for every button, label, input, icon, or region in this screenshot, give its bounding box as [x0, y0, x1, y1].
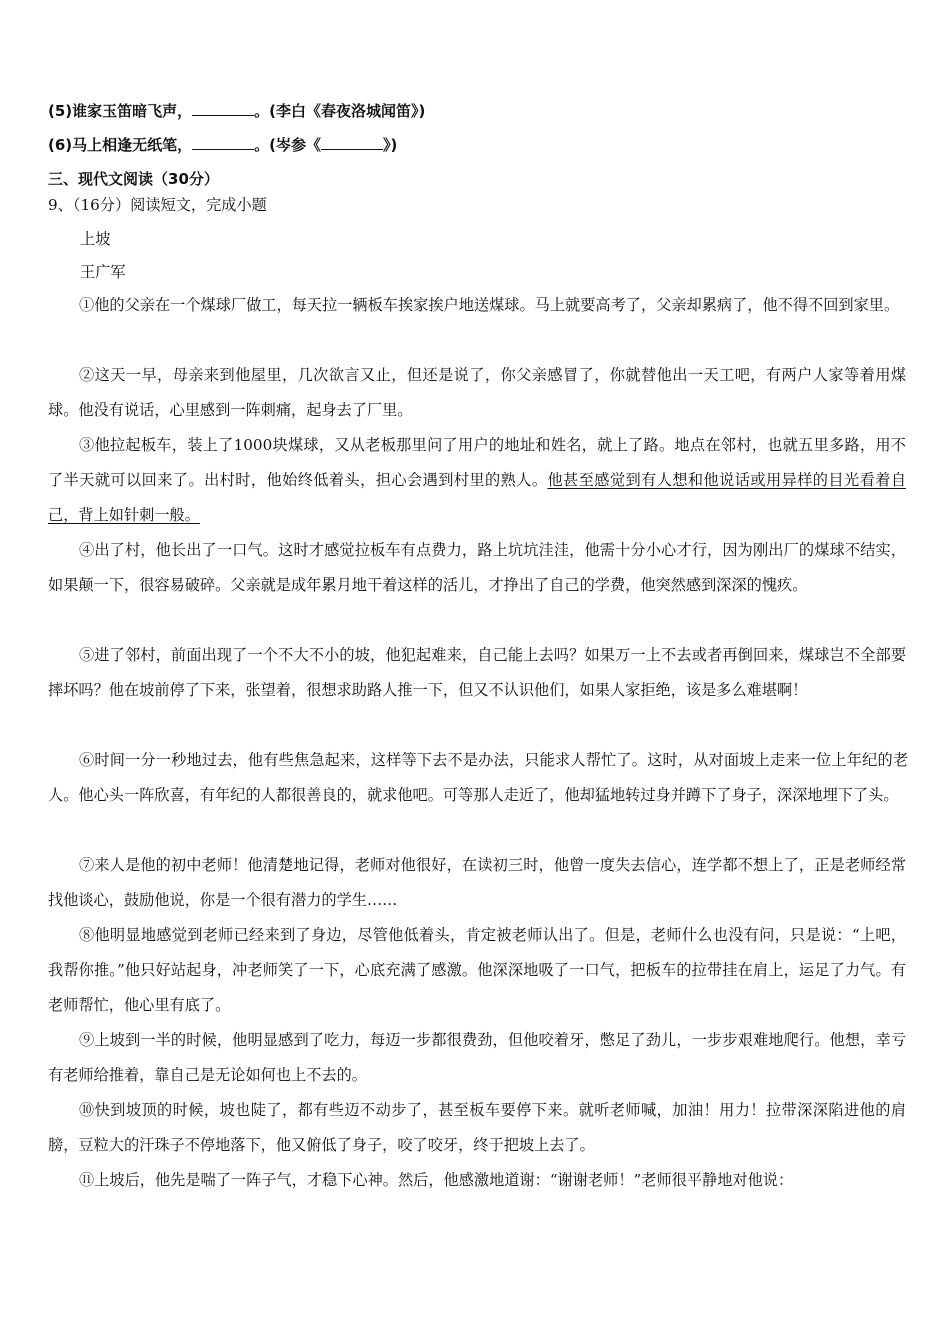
paragraph-1: ①他的父亲在一个煤球厂做工，每天拉一辆板车挨家挨户地送煤球。马上就要高考了，父亲却累病了，他不得不回到家里。: [79, 296, 900, 314]
paragraph-11: ⑪上坡后，他先是喘了一阵子气，才稳下心神。然后，他感激地道谢：“谢谢老师！”老师很平静地对他说：: [79, 1171, 794, 1189]
paragraph-7: ⑦来人是他的初中老师！他清楚地记得，老师对他很好，在读初三时，他曾一度失去信心，连学都不想上了，正是老师经常找他谈心，鼓励他说，你是一个很有潜力的学生……: [48, 856, 906, 909]
answer-blank-6[interactable]: [192, 135, 254, 150]
item5-middle: 。(李白《春夜洛城闻笛》): [254, 102, 426, 120]
article-title: 上坡: [80, 230, 111, 248]
question-label: 9、（16分）阅读短文，完成小题: [48, 196, 267, 214]
paragraph-2: ②这天一早，母亲来到他屋里，几次欲言又止，但还是说了，你父亲感冒了，你就替他出一天工吧，有两户人家等着用煤球。他没有说话，心里感到一阵刺痛，起身去了厂里。: [48, 366, 906, 419]
fill-in-item-6: [48, 135, 397, 155]
answer-blank-5[interactable]: [192, 101, 254, 116]
article-author: 王广军: [80, 263, 126, 281]
item6-middle: 。(岑参《: [254, 136, 322, 154]
paragraph-8: ⑧他明显地感觉到老师已经来到了身边，尽管他低着头，肯定被老师认出了。但是，老师什么也没有问，只是说：“上吧，我帮你推。”他只好站起身，冲老师笑了一下，心底充满了感激。他深深地吸了一口气，把板车的拉带挂在肩上，运足了力气。有老师帮忙，他心里有底了。: [48, 926, 906, 1014]
underlined-sentence: 他甚至感觉到有人想和他说话或用异样的目光看着自己，背上如针刺一般。: [48, 471, 907, 524]
paragraph-9: ⑨上坡到一半的时候，他明显感到了吃力，每迈一步都很费劲，但他咬着牙，憋足了劲儿，一步步艰难地爬行。他想，幸亏有老师给推着，靠自己是无论如何也上不去的。: [48, 1031, 906, 1084]
paragraph-4: ④出了村，他长出了一口气。这时才感觉拉板车有点费力，路上坑坑洼洼，他需十分小心才行，因为刚出厂的煤球不结实，如果颠一下，很容易破碎。父亲就是成年累月地干着这样的活儿，才挣出了自己的学费，他突然感到深深的愧疚。: [48, 541, 906, 594]
paragraph-3: [48, 428, 906, 533]
item6-suffix: 》): [383, 136, 398, 154]
answer-blank-6-title[interactable]: [321, 135, 383, 150]
fill-in-item-5: [48, 101, 425, 121]
paragraph-3-text: ③他拉起板车，装上了1000块煤球，又从老板那里问了用户的地址和姓名，就上了路。地点在邻村，也就五里多路，用不了半天就可以回来了。出村时，他始终低着头，担心会遇到村里的熟人。: [48, 436, 906, 489]
item5-prefix: (5)谁家玉笛暗飞声，: [48, 102, 193, 120]
paragraph-6: ⑥时间一分一秒地过去，他有些焦急起来，这样等下去不是办法，只能求人帮忙了。这时，从对面坡上走来一位上年纪的老人。他心头一阵欣喜，有年纪的人都很善良的，就求他吧。可等那人走近了，他却猛地转过身并蹲下了身子，深深地埋下了头。: [48, 751, 908, 804]
paragraph-5: ⑤进了邻村，前面出现了一个不大不小的坡，他犯起难来，自己能上去吗？如果万一上不去或者再倒回来，煤球岂不全部要摔坏吗？他在坡前停了下来，张望着，很想求助路人推一下，但又不认识他们，如果人家拒绝，该是多么难堪啊！: [48, 646, 906, 699]
section-heading: 三、现代文阅读（30分）: [48, 170, 219, 188]
item6-prefix: (6)马上相逢无纸笔，: [48, 136, 193, 154]
paragraph-10: ⑩快到坡顶的时候，坡也陡了，都有些迈不动步了，甚至板车要停下来。就听老师喊，加油！用力！拉带深深陷进他的肩膀，豆粒大的汗珠子不停地落下，他又俯低了身子，咬了咬牙，终于把坡上去了。: [48, 1101, 906, 1154]
